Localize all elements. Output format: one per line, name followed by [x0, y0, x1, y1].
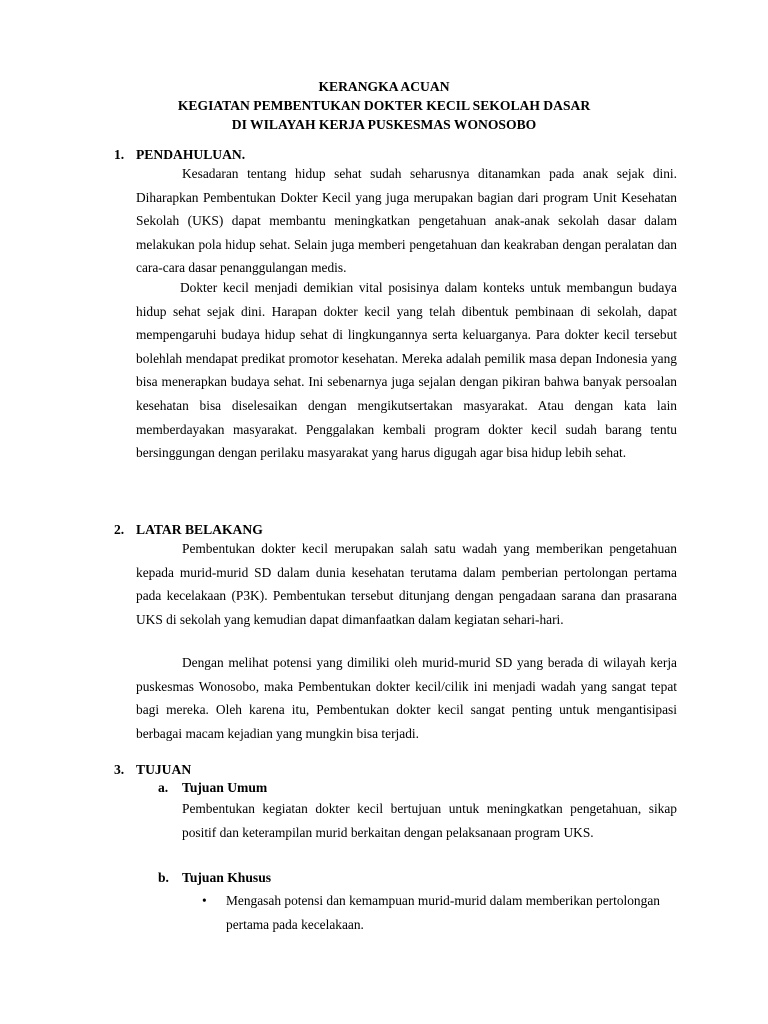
section-heading-pendahuluan [114, 147, 245, 163]
subsection-heading-tujuan-khusus [158, 870, 271, 886]
subsection-letter: a. [158, 780, 169, 795]
section-heading-latar-belakang [114, 522, 263, 538]
subsection-title: Tujuan Khusus [182, 870, 272, 885]
bullet-item [202, 889, 677, 936]
paragraph: Pembentukan dokter kecil merupakan salah satu wadah yang memberikan pengetahuan kepada murid-murid SD dalam dunia kesehatan terutama dalam pemberian pertolongan pertama pada kecelakaan (P3K). Pembentukan tersebut ditunjang dengan pengadaan sarana dan prasarana UKS di sekolah yang kemudian dapat dimanfaatkan dalam kegiatan sehari-hari. [136, 541, 677, 627]
paragraph: Dokter kecil menjadi demikian vital posisinya dalam konteks untuk membangun budaya hidup sehat sejak dini. Harapan dokter kecil yang telah dibentuk pembinaan di sekolah, dapat mempengaruhi budaya hidup sehat di lingkungannya serta keluarganya. Para dokter kecil tersebut bolehlah mendapat predikat promotor kesehatan. Mereka adalah pemilik masa depan Indonesia yang bisa menerapkan budaya sehat. Ini sebenarnya juga sejalan dengan pikiran bahwa banyak persoalan kesehatan bisa diselesaikan dengan mengikutsertakan masyarakat. Atau dengan kata lain memberdayakan masyarakat. Penggalakan kembali program dokter kecil sudah barang tentu bersinggungan dengan perilaku masyarakat yang harus digugah agar bisa hidup lebih sehat. [136, 280, 677, 461]
subsection-paragraph: Pembentukan kegiatan dokter kecil bertujuan untuk meningkatkan pengetahuan, sikap positif dan keterampilan murid berkaitan dengan pelaksanaan program UKS. [182, 801, 677, 840]
section-title: LATAR BELAKANG [136, 522, 263, 537]
document-title [0, 77, 768, 134]
section-number: 2. [114, 522, 125, 537]
section-number: 3. [114, 762, 125, 777]
section-title: PENDAHULUAN. [136, 147, 246, 162]
title-line-3: DI WILAYAH KERJA PUSKESMAS WONOSOBO [231, 117, 537, 132]
section-heading-tujuan [114, 762, 191, 778]
title-line-2: KEGIATAN PEMBENTUKAN DOKTER KECIL SEKOLAH DASAR [177, 98, 591, 113]
bullet-icon: • [202, 893, 207, 908]
section-title: TUJUAN [136, 762, 192, 777]
section-number: 1. [114, 147, 125, 162]
paragraph: Dengan melihat potensi yang dimiliki oleh murid-murid SD yang berada di wilayah kerja puskesmas Wonosobo, maka Pembentukan dokter kecil/cilik ini menjadi wadah yang sangat tepat bagi mereka. Oleh karena itu, Pembentukan dokter kecil sangat penting untuk mengantisipasi berbagai macam kejadian yang mungkin bisa terjadi. [136, 655, 677, 741]
paragraph: Kesadaran tentang hidup sehat sudah seharusnya ditanamkan pada anak sejak dini. Diharapkan Pembentukan Dokter Kecil yang juga merupakan bagian dari program Unit Kesehatan Sekolah (UKS) dapat membantu meningkatkan pengetahuan anak-anak sekolah dasar dalam melakukan pola hidup sehat. Selain juga memberi pengetahuan dan keakraban dengan peralatan dan cara-cara dasar penanggulangan medis. [136, 166, 677, 276]
subsection-letter: b. [158, 870, 169, 885]
subsection-title: Tujuan Umum [182, 780, 268, 795]
title-line-1: KERANGKA ACUAN [318, 79, 450, 94]
bullet-text: Mengasah potensi dan kemampuan murid-murid dalam memberikan pertolongan pertama pada kecelakaan. [226, 893, 660, 932]
subsection-heading-tujuan-umum [158, 780, 267, 796]
